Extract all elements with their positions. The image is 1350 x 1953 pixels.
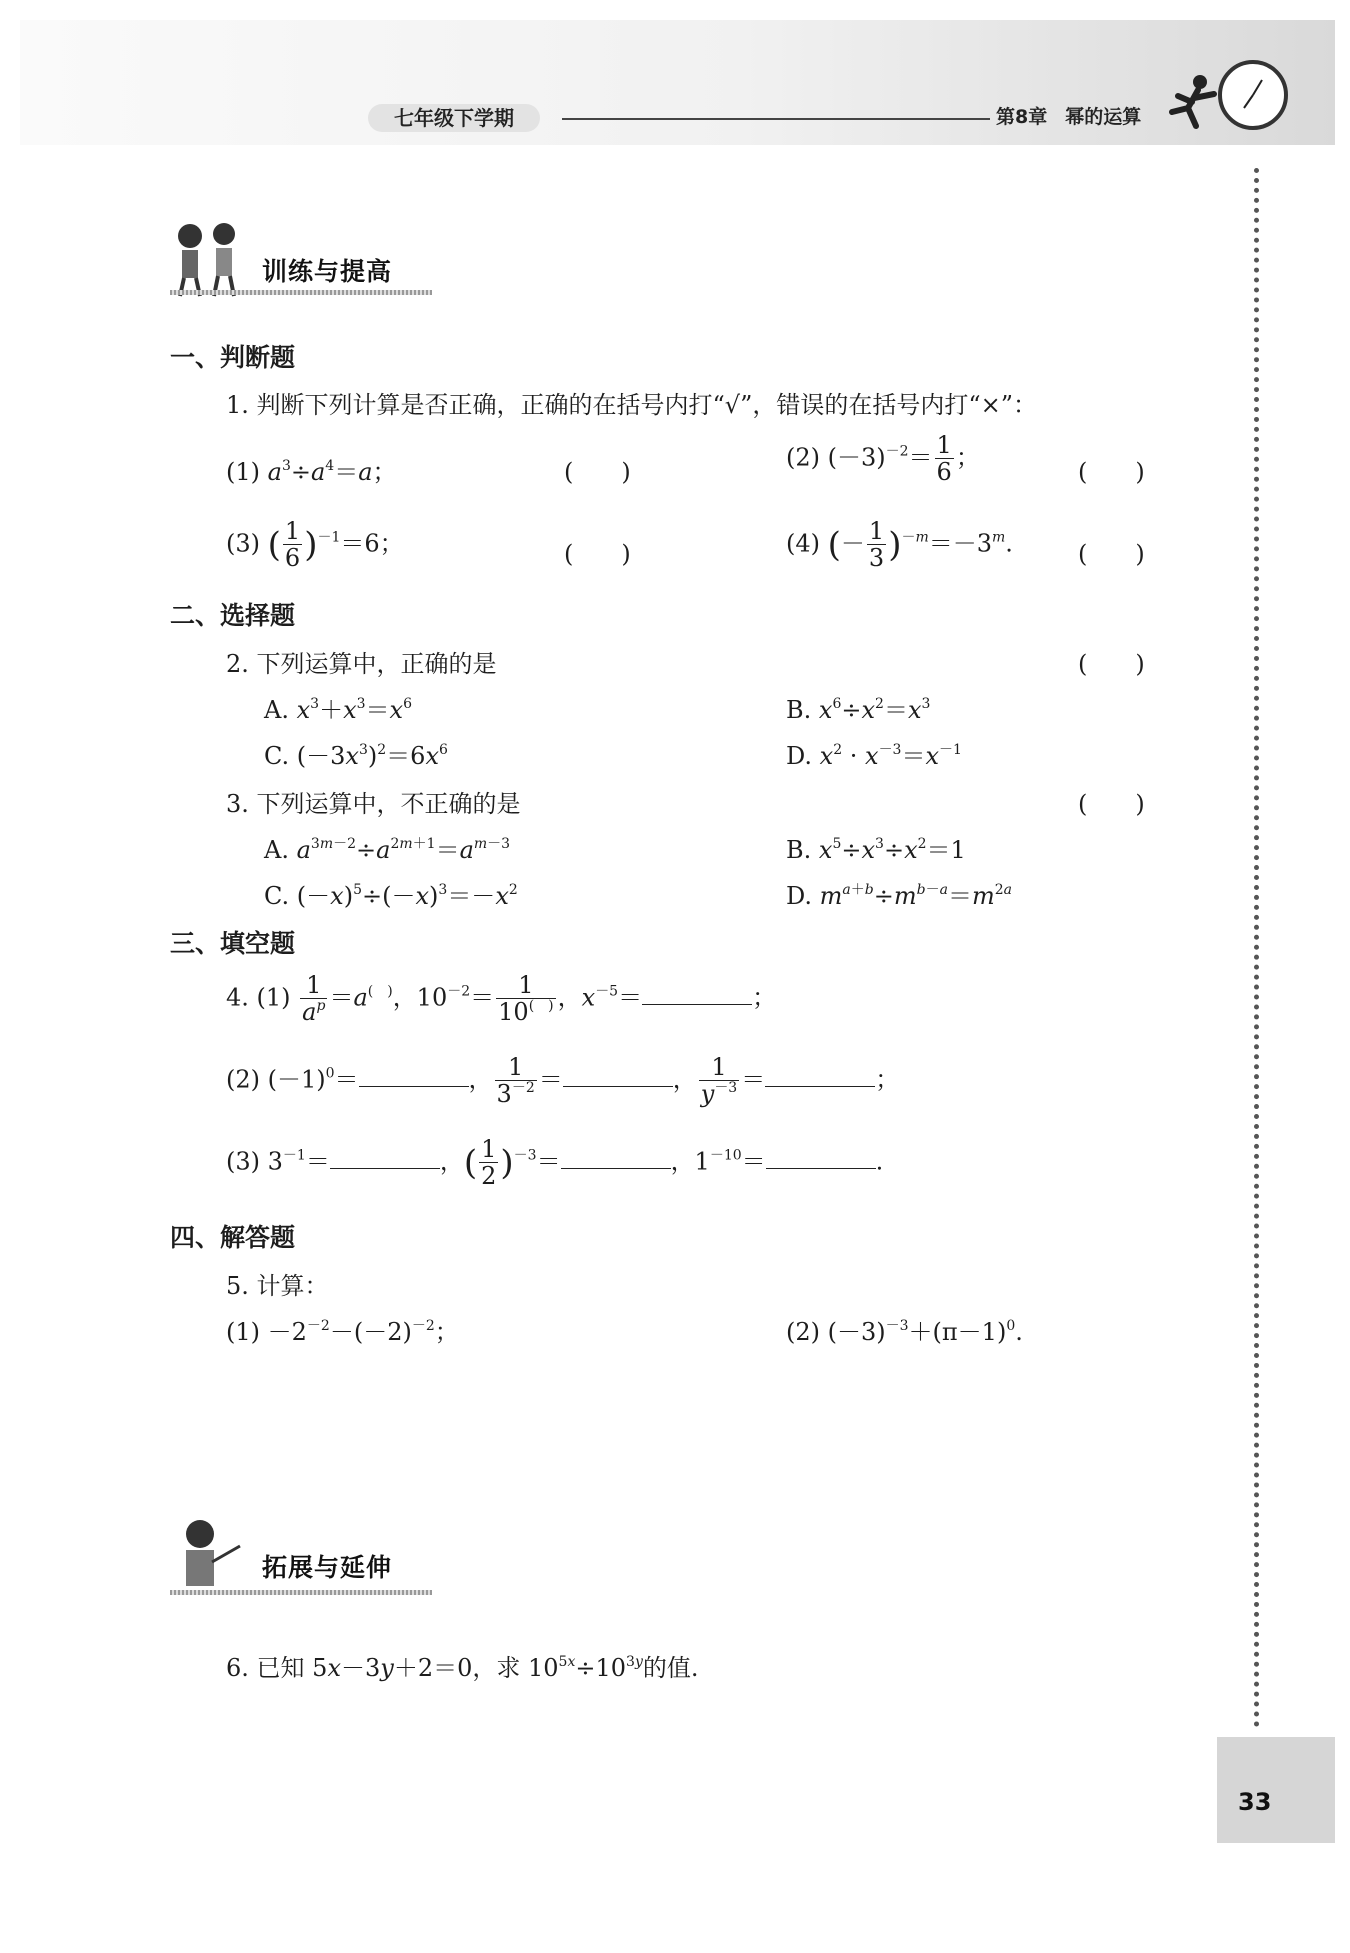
- q1-part2: (2) $(-3)^{-2}=$ $\frac{1}{6}$ ；: [786, 431, 980, 487]
- q3-option-b: B. $x^5\div x^3\div x^2=1$: [786, 836, 966, 864]
- heading-judge: 一、判断题: [170, 343, 296, 372]
- chapter-number: 第8章: [996, 106, 1048, 128]
- answer-blank[interactable]: [561, 1146, 671, 1169]
- section-underline: [170, 290, 432, 295]
- answer-blank[interactable]: [765, 1064, 875, 1087]
- q2-option-d: D. $x^2 \cdot x^{-3}=x^{-1}$: [786, 742, 962, 770]
- answer-paren: ( ): [1078, 650, 1145, 678]
- q1-part1: (1) $a^3\div a^4=a$；: [226, 458, 397, 486]
- answer-paren: ( ): [564, 540, 631, 568]
- heading-fill: 三、填空题: [170, 929, 296, 958]
- q3-option-c: C. $(-x)^5\div(-x)^3=-x^2$: [264, 882, 518, 910]
- grade-label: 七年级下学期: [368, 104, 540, 132]
- page-number: 33: [1238, 1788, 1272, 1816]
- chapter-title: 幂的运算: [1065, 106, 1142, 128]
- header-rule: [562, 118, 990, 120]
- q1-prompt: 1. 判断下列计算是否正确，正确的在括号内打“√”，错误的在括号内打“×”：: [226, 391, 1038, 419]
- q3-prompt: 3. 下列运算中，不正确的是: [226, 790, 521, 818]
- page-number-box: [1217, 1737, 1335, 1843]
- q2-option-c: C. $(-3x^3)^2=6x^6$: [264, 742, 448, 770]
- dotted-margin: [1254, 168, 1259, 1728]
- q4-part1: 4. (1) $\frac{1}{a^p}$ ＝a( )，$10^{-2}=$ $\frac{1}{10^{( )}}$ ，$x^{-5}=$ ；: [226, 971, 777, 1027]
- q4-part2: (2) $(-1)^0=$ ， $\frac{1}{3^{-2}}$ ＝ ， $\frac{1}{y^{-3}}$ ＝ ；: [226, 1053, 900, 1109]
- runner-icon: [1158, 72, 1228, 132]
- q2-option-b: B. $x^6\div x^2=x^3$: [786, 696, 931, 724]
- q5-part1: $(1) -2^{-2}-(-2)^{-2}$；: [226, 1318, 459, 1346]
- q3-option-d: D. $m^{a+b}\div m^{b-a}=m^{2a}$: [786, 882, 1012, 910]
- answer-blank[interactable]: [766, 1146, 876, 1169]
- heading-answer: 四、解答题: [170, 1223, 296, 1252]
- section-underline: [170, 1590, 432, 1595]
- q1-part4: (4) (－ $\frac{1}{3}$ )$^{-m}=-3^m$.: [786, 517, 1013, 573]
- section-title-extension: 拓展与延伸: [262, 1553, 393, 1582]
- q5-part2: (2) $(-3)^{-3}+(\pi-1)^0$.: [786, 1318, 1023, 1346]
- q2-option-a: A. $x^3+x^3=x^6$: [264, 696, 412, 724]
- children-icon: [168, 218, 248, 298]
- q3-option-a: A. $a^{3m-2}\div a^{2m+1}=a^{m-3}$: [264, 836, 511, 864]
- heading-choice: 二、选择题: [170, 601, 296, 630]
- compass-icon: [1218, 60, 1288, 130]
- answer-paren: ( ): [1078, 458, 1145, 486]
- answer-blank[interactable]: [642, 982, 752, 1005]
- chapter-label: [996, 102, 1159, 129]
- q2-prompt: 2. 下列运算中，正确的是: [226, 650, 497, 678]
- teacher-icon: [168, 1516, 248, 1596]
- answer-blank[interactable]: [359, 1064, 469, 1087]
- answer-paren: ( ): [1078, 540, 1145, 568]
- section-title-training: 训练与提高: [262, 257, 393, 286]
- answer-blank[interactable]: [563, 1064, 673, 1087]
- answer-paren: ( ): [1078, 790, 1145, 818]
- q4-part3: (3) $3^{-1}=$ ，( $\frac{1}{2}$ )$^{-3}$＝ ，$1^{-10}=$ .: [226, 1135, 884, 1191]
- q6-prompt: 6. 已知 5x－3y＋2＝0，求 $10^{5x}\div 10^{3y}$的值.: [226, 1654, 699, 1682]
- answer-blank[interactable]: [330, 1146, 440, 1169]
- answer-paren: ( ): [564, 458, 631, 486]
- q1-part3: (3) ( $\frac{1}{6}$ )$^{-1}$＝6；: [226, 517, 404, 573]
- q5-prompt: 5. 计算：: [226, 1272, 329, 1300]
